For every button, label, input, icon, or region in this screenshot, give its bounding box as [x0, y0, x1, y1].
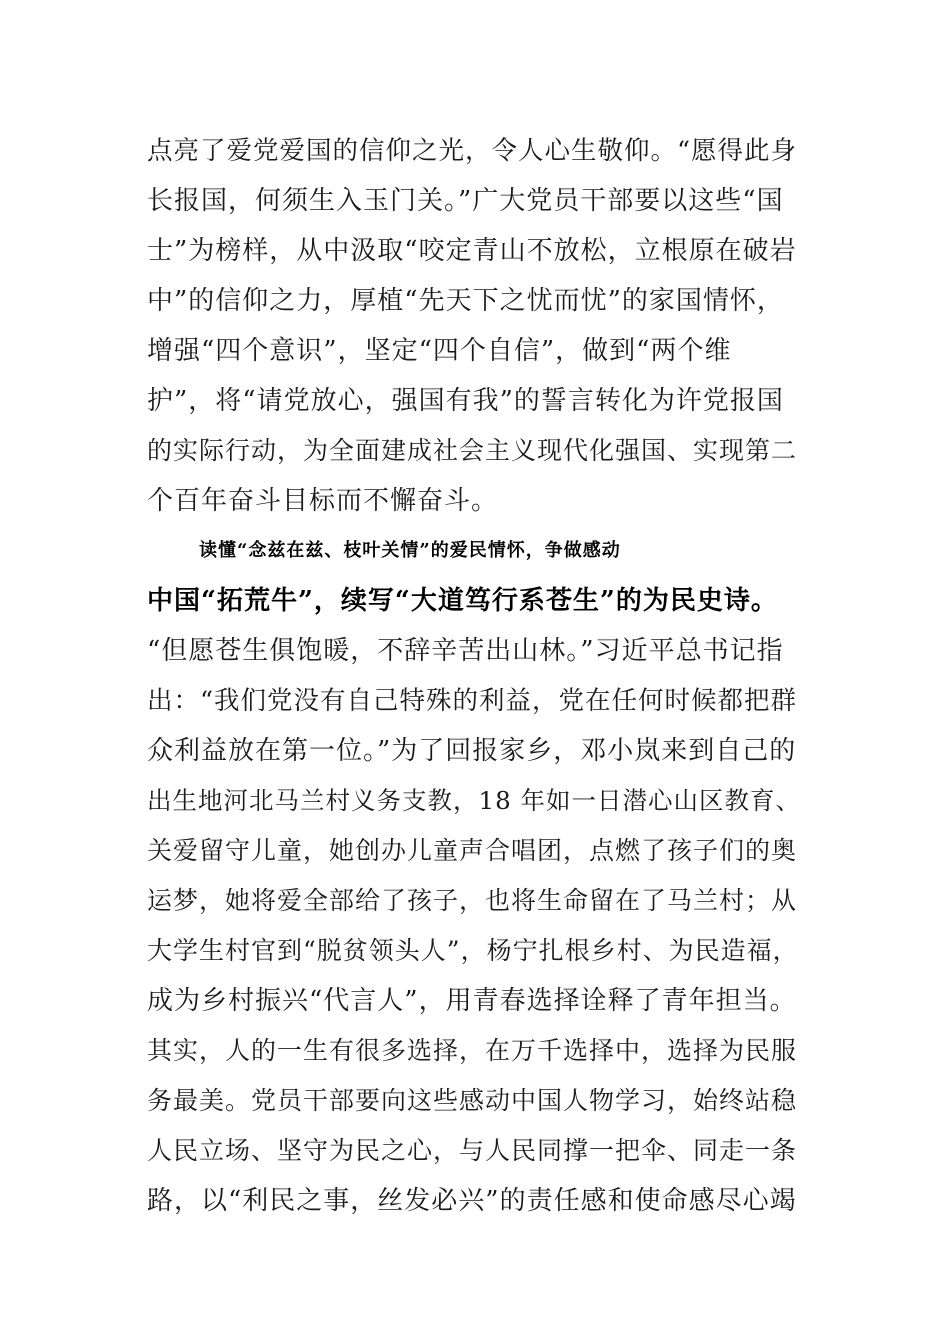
- text-line: 护”，将“请党放心，强国有我”的誓言转化为许党报国: [147, 386, 784, 416]
- text-line: 中”的信仰之力，厚植“先天下之忧而忧”的家国情怀，: [147, 286, 784, 316]
- text-line: 成为乡村振兴“代言人”，用青春选择诠释了青年担当。: [147, 986, 797, 1016]
- text-line: 大学生村官到“脱贫领头人”，杨宁扎根乡村、为民造福，: [147, 936, 799, 965]
- text-line: 关爱留守儿童，她创办儿童声合唱团，点燃了孩子们的奥: [147, 836, 798, 865]
- text-line: “但愿苍生俱饱暖，不辞辛苦出山林。”习近平总书记指: [147, 636, 784, 666]
- text-line: 众利益放在第一位。”为了回报家乡，邓小岚来到自己的: [147, 736, 797, 766]
- text-line: 长报国，何须生入玉门关。”广大党员干部要以这些“国: [147, 186, 784, 216]
- text-line: 士”为榜样，从中汲取“咬定青山不放松，立根原在破岩: [147, 236, 797, 266]
- section-heading-line: 读懂“念兹在兹、枝叶关情”的爱民情怀，争做感动: [199, 540, 621, 561]
- text-line: 出生地河北马兰村义务支教，18 年如一日潜心山区教育、: [147, 786, 801, 815]
- text-line: 点亮了爱党爱国的信仰之光，令人心生敬仰。“愿得此身: [147, 136, 798, 166]
- text-line: 出：“我们党没有自己特殊的利益，党在任何时候都把群: [147, 686, 798, 716]
- text-line: 路，以“利民之事，丝发必兴”的责任感和使命感尽心竭: [147, 1186, 797, 1216]
- text-line: 人民立场、坚守为民之心，与人民同撑一把伞、同走一条: [147, 1136, 798, 1165]
- text-line: 运梦，她将爱全部给了孩子，也将生命留在了马兰村；从: [147, 886, 798, 915]
- text-line: 的实际行动，为全面建成社会主义现代化强国、实现第二: [147, 436, 798, 465]
- text-line: 个百年奋斗目标而不懈奋斗。: [147, 486, 499, 516]
- section-heading-line: 中国“拓荒牛”，续写“大道笃行系苍生”的为民史诗。: [147, 586, 778, 616]
- text-line: 务最美。党员干部要向这些感动中国人物学习，始终站稳: [147, 1086, 798, 1115]
- text-line: 增强“四个意识”，坚定“四个自信”，做到“两个维: [147, 336, 732, 366]
- text-line: 其实，人的一生有很多选择，在万千选择中，选择为民服: [147, 1036, 798, 1065]
